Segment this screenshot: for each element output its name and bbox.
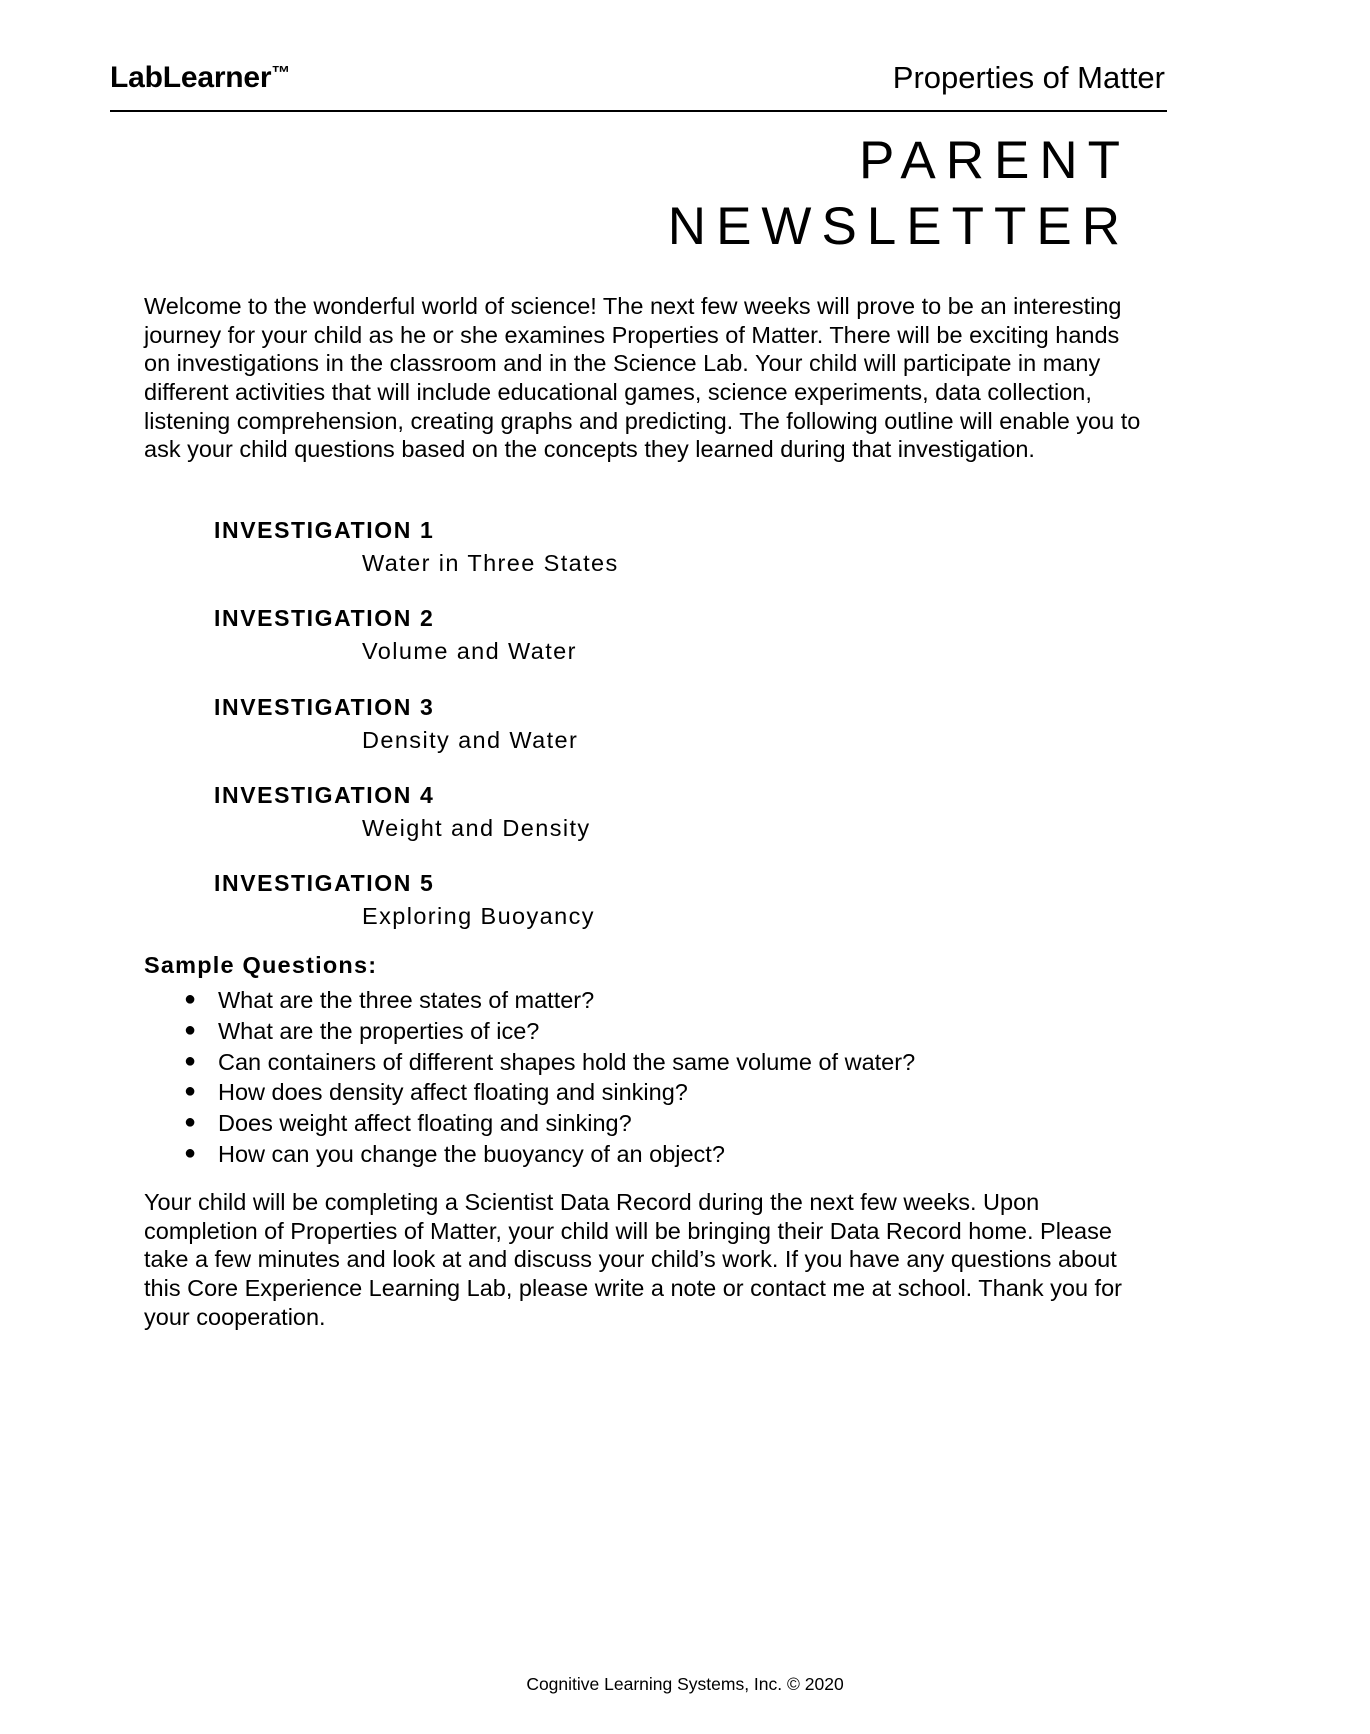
question-text: How can you change the buoyancy of an object? <box>218 1140 725 1167</box>
question-text: How does density affect floating and sinking? <box>218 1079 688 1106</box>
bullet-icon: ● <box>184 1111 197 1134</box>
investigation-heading: INVESTIGATION 5 <box>214 870 435 897</box>
trademark-symbol: ™ <box>271 63 291 84</box>
investigation-name: Volume and Water <box>362 638 577 665</box>
investigation-heading: INVESTIGATION 1 <box>214 517 435 543</box>
investigation-name: Exploring Buoyancy <box>362 903 595 930</box>
brand-text: LabLearner <box>110 61 272 94</box>
bullet-icon: ● <box>184 1049 197 1072</box>
investigation-heading: INVESTIGATION 4 <box>214 781 435 808</box>
sample-questions-heading: Sample Questions: <box>144 952 378 978</box>
bullet-icon: ● <box>184 1141 197 1164</box>
page-title-line-1: PARENT <box>858 131 1130 190</box>
page-header <box>110 62 1165 93</box>
list-item <box>144 1077 1154 1108</box>
investigation-item <box>144 780 1144 846</box>
investigation-item <box>144 692 1144 758</box>
brand-name <box>110 63 290 93</box>
question-text: What are the three states of matter? <box>218 987 595 1013</box>
investigation-item <box>144 603 1144 669</box>
bullet-icon: ● <box>184 1080 197 1103</box>
unit-title: Properties of Matter <box>892 60 1165 95</box>
bullet-icon: ● <box>184 1018 197 1041</box>
question-text: Does weight affect floating and sinking? <box>218 1110 632 1137</box>
page-title-line-2: NEWSLETTER <box>667 197 1130 257</box>
list-item <box>144 1047 1154 1078</box>
list-item <box>144 1139 1154 1170</box>
list-item <box>144 1016 1154 1047</box>
investigation-name: Weight and Density <box>362 814 591 841</box>
investigation-item <box>144 868 1144 934</box>
question-text: Can containers of different shapes hold the same volume of water? <box>218 1048 916 1075</box>
bullet-icon: ● <box>184 988 197 1010</box>
sample-questions-section <box>144 952 1154 1170</box>
investigation-list <box>144 515 1144 956</box>
investigation-name: Water in Three States <box>362 550 619 577</box>
page-title <box>110 128 1130 261</box>
sample-questions-list <box>144 985 1154 1170</box>
page-footer: Cognitive Learning Systems, Inc. © 2020 <box>526 1674 844 1694</box>
investigation-item <box>144 515 1144 581</box>
investigation-heading: INVESTIGATION 3 <box>214 693 435 720</box>
intro-paragraph: Welcome to the wonderful world of science! The next few weeks will prove to be an interesting journey for your child as he or she examines Properties of Matter. There will be exciting hands on investigations in the classroom and in the Science Lab. Your child will participate in many different activities that will include educational games, science experiments, data collection, listening comprehension, creating graphs and predicting. The following outline will enable you to ask your child questions based on the concepts they learned during that investigation. <box>144 293 1141 463</box>
list-item <box>144 985 1154 1016</box>
investigation-name: Density and Water <box>362 726 579 753</box>
closing-paragraph: Your child will be completing a Scientist Data Record during the next few weeks. Upon completion of Properties of Matter, your child will be bringing their Data Record home. Please take a few minutes and look at and discuss your child’s work. If you have any questions about this Core Experience Learning Lab, please write a note or contact me at school. Thank you for your cooperation. <box>144 1189 1122 1330</box>
investigation-heading: INVESTIGATION 2 <box>214 605 435 632</box>
header-divider <box>110 110 1167 112</box>
question-text: What are the properties of ice? <box>218 1017 540 1044</box>
list-item <box>144 1108 1154 1139</box>
